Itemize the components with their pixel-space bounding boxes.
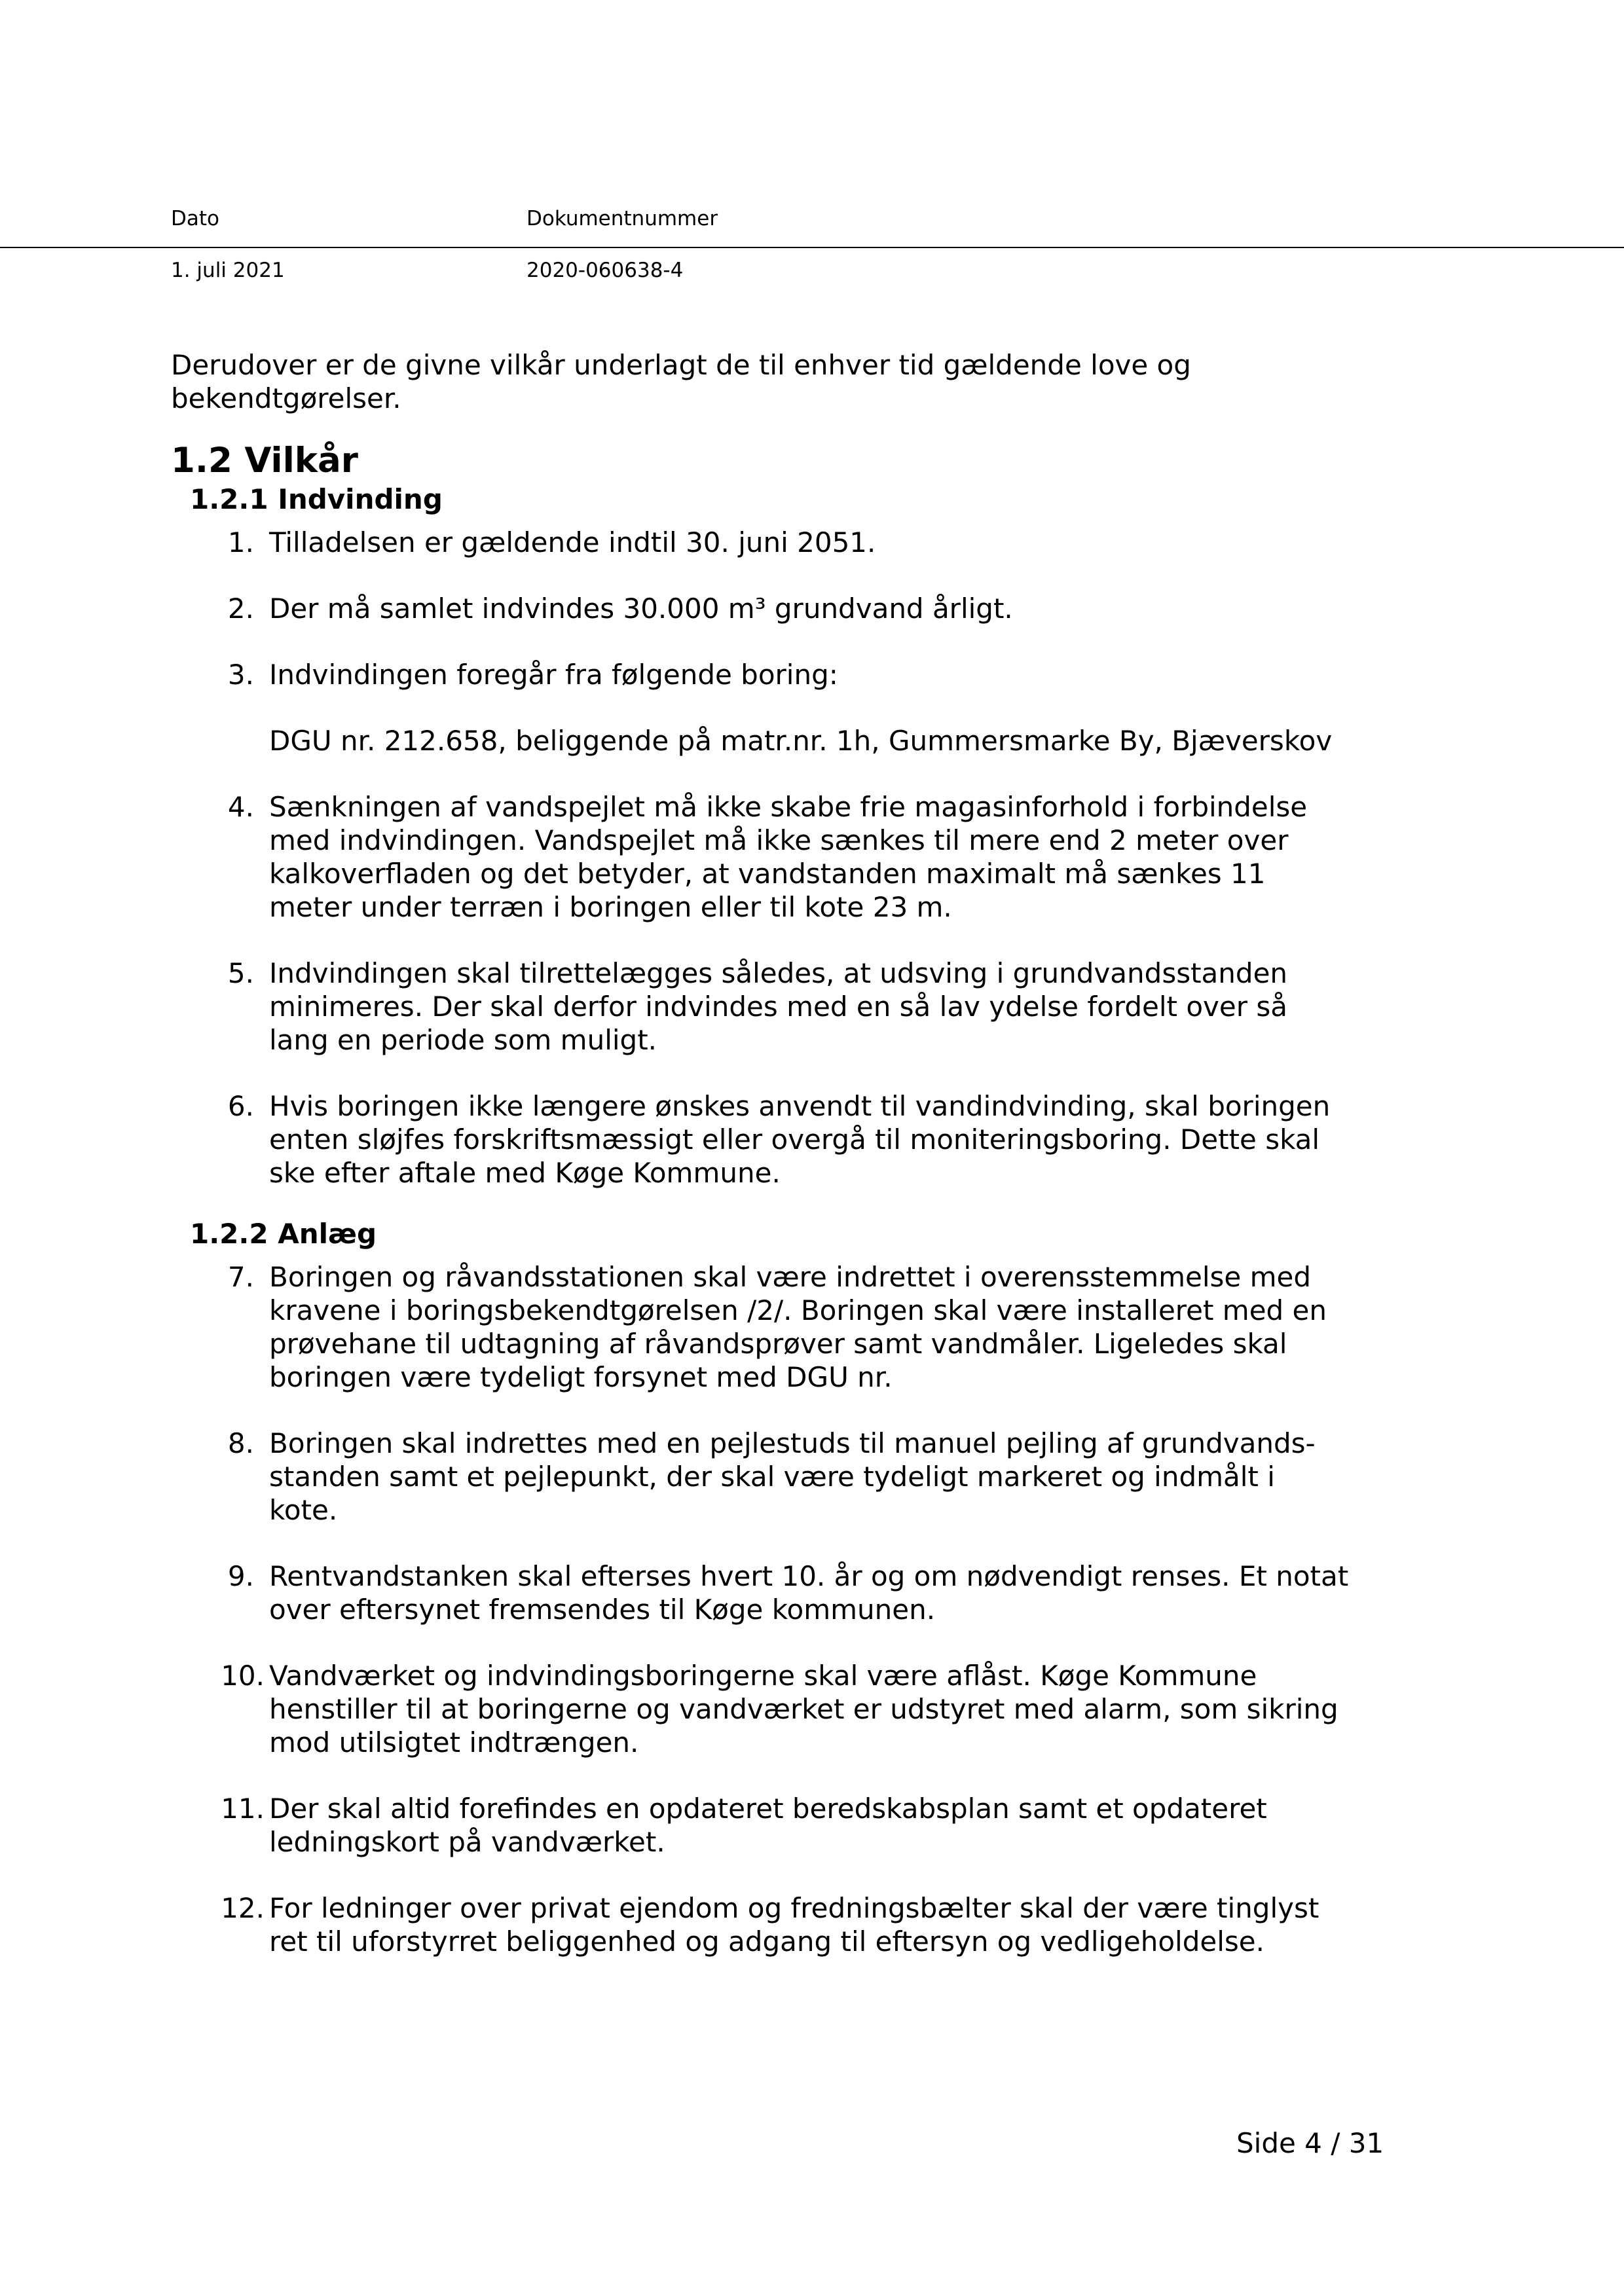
section-heading: 1.2 Vilkår bbox=[171, 441, 358, 481]
list-item-text: Hvis boringen ikke længere ønskes anvendt til vandindvinding, skal boringen enten sløjfes forskriftsmæssigt eller overgå til moniteringsboring. Dette skal ske efter aftale med Køge Kommune. bbox=[269, 1090, 1331, 1189]
list-item-number: 12. bbox=[221, 1892, 265, 1924]
list-item bbox=[171, 592, 1350, 625]
list-item-text: Boringen skal indrettes med en pejlestuds til manuel pejling af grundvands-standen samt et pejlepunkt, der skal være tydeligt markeret og indmålt i kote. bbox=[269, 1427, 1316, 1526]
document-number-label: Dokumentnummer bbox=[526, 207, 718, 230]
conditions-list-anlaeg bbox=[171, 1260, 1350, 1958]
list-item bbox=[171, 957, 1350, 1057]
list-item-text: Boringen og råvandsstationen skal være indrettet i overensstemmelse med kravene i boringsbekendtgørelsen /2/. Boringen skal være installeret med en prøvehane til udtagning af råvandsprøver samt vandmåler. Ligeledes skal boringen være tydeligt forsynet med DGU nr. bbox=[269, 1261, 1327, 1393]
list-item bbox=[171, 1427, 1350, 1527]
list-item-text: Der må samlet indvindes 30.000 m³ grundvand årligt. bbox=[269, 592, 1013, 625]
list-item-text: Rentvandstanken skal efterses hvert 10. år og om nødvendigt renses. Et notat over eftersynet fremsendes til Køge kommunen. bbox=[269, 1560, 1349, 1626]
header-divider bbox=[0, 247, 1624, 248]
subsection-heading-anlaeg: 1.2.2 Anlæg bbox=[190, 1218, 377, 1250]
list-item-number: 5. bbox=[227, 957, 254, 989]
list-item-text: Tilladelsen er gældende indtil 30. juni 2051. bbox=[269, 526, 876, 558]
intro-paragraph: Derudover er de givne vilkår underlagt de til enhver tid gældende love og bekendtgørelser. bbox=[171, 349, 1191, 414]
date-value: 1. juli 2021 bbox=[171, 259, 285, 282]
subsection-heading-indvinding: 1.2.1 Indvinding bbox=[190, 483, 443, 515]
list-item-number: 3. bbox=[227, 659, 254, 691]
list-item-text: Der skal altid forefindes en opdateret beredskabsplan samt et opdateret ledningskort på vandværket. bbox=[269, 1793, 1267, 1858]
list-item-number: 4. bbox=[227, 791, 254, 823]
list-item-number: 8. bbox=[227, 1427, 254, 1459]
page-number: Side 4 / 31 bbox=[1236, 2127, 1384, 2159]
list-item-text: For ledninger over privat ejendom og fredningsbælter skal der være tinglyst ret til uforstyrret beliggenhed og adgang til eftersyn og vedligeholdelse. bbox=[269, 1892, 1320, 1958]
list-item bbox=[171, 1891, 1350, 1958]
list-item-number: 2. bbox=[227, 592, 254, 625]
date-label: Dato bbox=[171, 207, 219, 230]
conditions-list-indvinding bbox=[171, 526, 1350, 1190]
list-item bbox=[171, 526, 1350, 559]
list-item-text: Indvindingen foregår fra følgende boring: bbox=[269, 659, 838, 691]
list-item-text: Sænkningen af vandspejlet må ikke skabe frie magasinforhold i forbindelse med indvindingen. Vandspejlet må ikke sænkes til mere end 2 meter over kalkoverfladen og det betyder, at vandstanden maximalt må sænkes 11 meter under terræn i boringen eller til kote 23 m. bbox=[269, 791, 1308, 923]
list-item-subtext: DGU nr. 212.658, beliggende på matr.nr. 1h, Gummersmarke By, Bjæverskov bbox=[269, 725, 1333, 757]
list-item-number: 7. bbox=[227, 1261, 254, 1293]
list-item-number: 10. bbox=[221, 1660, 265, 1692]
document-body bbox=[171, 348, 1350, 1958]
list-item bbox=[171, 1792, 1350, 1859]
list-item bbox=[171, 1559, 1350, 1626]
list-item bbox=[171, 1089, 1350, 1190]
list-item-number: 1. bbox=[227, 526, 254, 558]
list-item bbox=[171, 1260, 1350, 1394]
list-item bbox=[171, 790, 1350, 924]
document-number-value: 2020-060638-4 bbox=[526, 259, 684, 282]
list-item bbox=[171, 1659, 1350, 1759]
list-item bbox=[171, 658, 1350, 757]
list-item-text: Indvindingen skal tilrettelægges således, at udsving i grundvandsstanden minimeres. Der skal derfor indvindes med en så lav ydelse fordelt over så lang en periode som muligt. bbox=[269, 957, 1288, 1056]
list-item-number: 11. bbox=[221, 1793, 265, 1825]
list-item-text: Vandværket og indvindingsboringerne skal være aflåst. Køge Kommune henstiller til at boringerne og vandværket er udstyret med alarm, som sikring mod utilsigtet indtrængen. bbox=[269, 1660, 1338, 1758]
list-item-number: 6. bbox=[227, 1090, 254, 1122]
list-item-number: 9. bbox=[227, 1560, 254, 1592]
